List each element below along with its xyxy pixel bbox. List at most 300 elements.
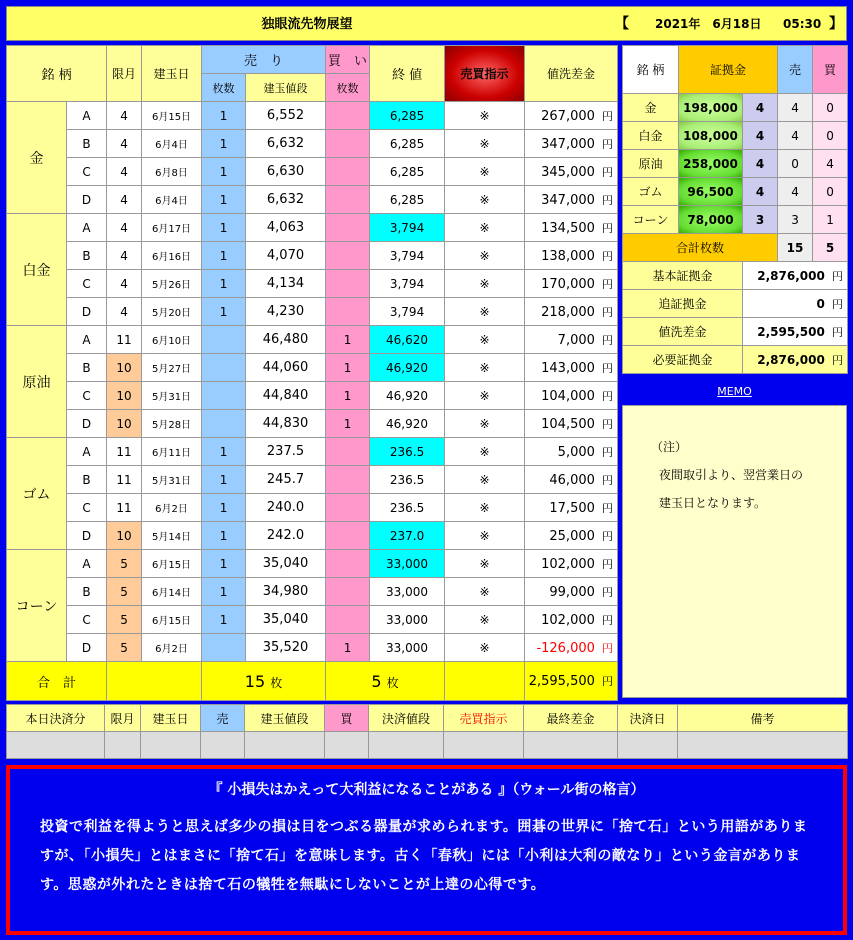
diff-value: 347,000: [541, 136, 595, 152]
diff-cell: [525, 522, 618, 550]
buy-qty: [326, 186, 370, 214]
instruction-mark: ※: [445, 410, 525, 438]
summary-value: 0: [816, 296, 825, 311]
entry-price: 242.0: [246, 522, 326, 550]
summary-value-cell: [743, 318, 848, 346]
position-row: [7, 606, 618, 634]
entry-date: 6月4日: [142, 186, 202, 214]
contract-month: 11: [107, 438, 142, 466]
buy-qty: [326, 466, 370, 494]
diff-cell: [525, 186, 618, 214]
contract-month: 4: [107, 214, 142, 242]
yen-unit: 円: [602, 501, 614, 515]
close-price: 236.5: [370, 494, 445, 522]
position-row: [7, 158, 618, 186]
position-row: [7, 102, 618, 130]
margin-brand: ゴム: [623, 178, 679, 206]
yen-unit: 円: [602, 585, 614, 599]
entry-date: 6月2日: [142, 634, 202, 662]
margin-row: [623, 150, 848, 178]
diff-value: 104,000: [541, 388, 595, 404]
settle-cell[interactable]: [678, 732, 848, 759]
sell-qty: 1: [202, 242, 246, 270]
sell-qty: 1: [202, 494, 246, 522]
buy-qty: 1: [326, 634, 370, 662]
yen-unit: 円: [602, 613, 614, 627]
diff-cell: [525, 270, 618, 298]
buy-qty: [326, 522, 370, 550]
contract-label: C: [67, 606, 107, 634]
buy-qty: 1: [326, 326, 370, 354]
settlement-table: [6, 704, 848, 759]
margin-amount: 96,500: [679, 178, 743, 206]
contract-label: D: [67, 634, 107, 662]
diff-value: 134,500: [541, 220, 595, 236]
summary-row: [623, 262, 848, 290]
memo-panel: [622, 405, 847, 698]
contract-month: 4: [107, 270, 142, 298]
settle-cell[interactable]: [325, 732, 369, 759]
summary-value: 2,595,500: [757, 324, 825, 339]
bottom-remarks: 備考: [678, 705, 848, 732]
entry-price: 237.5: [246, 438, 326, 466]
header-instruction: 売買指示: [445, 46, 525, 102]
entry-date: 6月15日: [142, 550, 202, 578]
diff-cell: [525, 242, 618, 270]
quote-body: 投資で利益を得ようと思えば多少の損は目をつぶる器量が求められます。囲碁の世界に「捨て石」という用語がありますが、「小損失」とはまさに「捨て石」を意味します。古く「春秋」には「小利は大利の敵なり」という金言があります。思惑が外れたときは捨て石の犠牲を無駄にしないことが上達の心得です。: [40, 819, 808, 893]
contract-label: B: [67, 466, 107, 494]
close-price: 6,285: [370, 102, 445, 130]
margin-sell: 4: [778, 94, 813, 122]
memo-line-1: （注）: [651, 440, 688, 454]
entry-date: 5月20日: [142, 298, 202, 326]
sell-qty: 1: [202, 270, 246, 298]
sell-qty: 1: [202, 438, 246, 466]
total-sell-cell: [202, 662, 326, 701]
contract-label: D: [67, 298, 107, 326]
entry-price: 4,230: [246, 298, 326, 326]
header-sell: 売 り: [202, 46, 326, 74]
diff-cell: [525, 102, 618, 130]
contract-month: 5: [107, 634, 142, 662]
close-price: 33,000: [370, 578, 445, 606]
position-row: [7, 354, 618, 382]
entry-price: 6,632: [246, 186, 326, 214]
yen-unit: 円: [602, 473, 614, 487]
diff-value: 25,000: [549, 528, 595, 544]
sell-qty: 1: [202, 466, 246, 494]
contract-month: 4: [107, 130, 142, 158]
diff-cell: [525, 550, 618, 578]
bottom-settle: 本日決済分: [7, 705, 105, 732]
diff-cell: [525, 298, 618, 326]
yen-unit: 円: [602, 249, 614, 263]
diff-cell: [525, 410, 618, 438]
instruction-mark: ※: [445, 158, 525, 186]
contract-month: 5: [107, 550, 142, 578]
buy-qty: [326, 158, 370, 186]
contract-label: C: [67, 382, 107, 410]
sell-qty: 1: [202, 186, 246, 214]
brand-name: コーン: [7, 550, 67, 662]
instruction-mark: ※: [445, 130, 525, 158]
contract-label: D: [67, 186, 107, 214]
close-price: 46,920: [370, 410, 445, 438]
settle-cell[interactable]: [105, 732, 141, 759]
brand-name: 白金: [7, 214, 67, 326]
margin-total-label: 合計枚数: [623, 234, 778, 262]
contract-month: 10: [107, 522, 142, 550]
position-row: [7, 438, 618, 466]
contract-label: A: [67, 438, 107, 466]
entry-price: 240.0: [246, 494, 326, 522]
yen-unit: 円: [832, 269, 844, 283]
summary-row: [623, 290, 848, 318]
entry-date: 5月31日: [142, 466, 202, 494]
diff-value: 17,500: [549, 500, 595, 516]
diff-cell: [525, 578, 618, 606]
bottom-sell: 売: [201, 705, 245, 732]
margin-qty: 4: [743, 122, 778, 150]
settle-cell[interactable]: [141, 732, 201, 759]
position-row: [7, 466, 618, 494]
header-entry-price: 建玉値段: [246, 74, 326, 102]
contract-month: 10: [107, 410, 142, 438]
bottom-entry-price: 建玉値段: [245, 705, 325, 732]
entry-date: 5月31日: [142, 382, 202, 410]
diff-cell: [525, 354, 618, 382]
summary-value: 2,876,000: [757, 352, 825, 367]
positions-table: [6, 45, 618, 701]
instruction-mark: ※: [445, 186, 525, 214]
instruction-mark: ※: [445, 466, 525, 494]
yen-unit: 円: [602, 445, 614, 459]
contract-label: A: [67, 326, 107, 354]
date-label: 2021年 6月18日: [655, 17, 762, 31]
instruction-mark: ※: [445, 382, 525, 410]
total-diff-cell: [525, 662, 618, 701]
margin-table: [622, 45, 848, 374]
buy-qty: [326, 214, 370, 242]
entry-price: 44,060: [246, 354, 326, 382]
contract-month: 4: [107, 186, 142, 214]
margin-sell: 4: [778, 178, 813, 206]
margin-row: [623, 94, 848, 122]
entry-price: 4,134: [246, 270, 326, 298]
position-row: [7, 494, 618, 522]
margin-total-buy: 5: [813, 234, 848, 262]
total-buy-unit: 枚: [386, 675, 399, 690]
contract-label: B: [67, 242, 107, 270]
entry-price: 6,552: [246, 102, 326, 130]
contract-label: C: [67, 270, 107, 298]
instruction-mark: ※: [445, 606, 525, 634]
margin-buy: 0: [813, 122, 848, 150]
contract-month: 4: [107, 242, 142, 270]
diff-value: -126,000: [536, 640, 595, 656]
entry-price: 44,840: [246, 382, 326, 410]
position-row: [7, 186, 618, 214]
buy-qty: [326, 550, 370, 578]
instruction-mark: ※: [445, 634, 525, 662]
diff-value: 218,000: [541, 304, 595, 320]
settle-cell[interactable]: [444, 732, 524, 759]
contract-month: 11: [107, 466, 142, 494]
instruction-mark: ※: [445, 438, 525, 466]
entry-date: 5月27日: [142, 354, 202, 382]
total-sell-unit: 枚: [270, 675, 283, 690]
contract-month: 5: [107, 578, 142, 606]
summary-label: 必要証拠金: [623, 346, 743, 374]
yen-unit: 円: [602, 361, 614, 375]
header-buy-qty: 枚数: [326, 74, 370, 102]
yen-unit: 円: [602, 417, 614, 431]
buy-qty: [326, 494, 370, 522]
entry-date: 6月11日: [142, 438, 202, 466]
diff-cell: [525, 158, 618, 186]
header-date: 建玉日: [142, 46, 202, 102]
margin-qty: 4: [743, 178, 778, 206]
bottom-instruction: 売買指示: [444, 705, 524, 732]
bottom-settle-price: 決済値段: [369, 705, 444, 732]
diff-value: 347,000: [541, 192, 595, 208]
close-price: 237.0: [370, 522, 445, 550]
margin-buy: 1: [813, 206, 848, 234]
title-bar: [6, 6, 847, 41]
contract-month: 4: [107, 298, 142, 326]
diff-cell: [525, 438, 618, 466]
close-price: 33,000: [370, 606, 445, 634]
bottom-final-diff: 最終差金: [524, 705, 618, 732]
yen-unit: 円: [602, 389, 614, 403]
close-price: 3,794: [370, 270, 445, 298]
memo-line-2: 夜間取引より、翌営業日の: [659, 468, 804, 482]
yen-unit: 円: [602, 557, 614, 571]
close-price: 3,794: [370, 298, 445, 326]
buy-qty: [326, 578, 370, 606]
bottom-month: 限月: [105, 705, 141, 732]
close-price: 3,794: [370, 242, 445, 270]
entry-price: 6,632: [246, 130, 326, 158]
side-header-buy: 買: [813, 46, 848, 94]
instruction-mark: ※: [445, 298, 525, 326]
margin-qty: 4: [743, 150, 778, 178]
close-price: 33,000: [370, 634, 445, 662]
settle-cell[interactable]: [618, 732, 678, 759]
diff-cell: [525, 466, 618, 494]
sell-qty: 1: [202, 550, 246, 578]
contract-month: 10: [107, 382, 142, 410]
diff-value: 46,000: [549, 472, 595, 488]
memo-line-3: 建玉日となります。: [659, 496, 767, 510]
position-row: [7, 298, 618, 326]
instruction-mark: ※: [445, 354, 525, 382]
margin-buy: 0: [813, 94, 848, 122]
buy-qty: 1: [326, 382, 370, 410]
close-price: 46,620: [370, 326, 445, 354]
quote-title: 『 小損失はかえって大利益になることがある 』（ウォール街の格言）: [208, 782, 645, 798]
position-row: [7, 522, 618, 550]
summary-row: [623, 346, 848, 374]
sell-qty: [202, 634, 246, 662]
buy-qty: [326, 242, 370, 270]
buy-qty: [326, 606, 370, 634]
summary-value: 2,876,000: [757, 268, 825, 283]
header-close: 終 値: [370, 46, 445, 102]
instruction-mark: ※: [445, 326, 525, 354]
bottom-date: 建玉日: [141, 705, 201, 732]
yen-unit: 円: [602, 641, 614, 655]
entry-price: 35,040: [246, 606, 326, 634]
yen-unit: 円: [832, 353, 844, 367]
bracket-close: 】: [829, 16, 843, 32]
diff-value: 267,000: [541, 108, 595, 124]
yen-unit: 円: [602, 109, 614, 123]
buy-qty: 1: [326, 354, 370, 382]
margin-amount: 198,000: [679, 94, 743, 122]
diff-cell: [525, 634, 618, 662]
side-header-brand: 銘 柄: [623, 46, 679, 94]
diff-cell: [525, 382, 618, 410]
sell-qty: 1: [202, 130, 246, 158]
diff-value: 5,000: [557, 444, 595, 460]
position-row: [7, 634, 618, 662]
entry-date: 6月4日: [142, 130, 202, 158]
entry-price: 35,520: [246, 634, 326, 662]
sell-qty: 1: [202, 158, 246, 186]
buy-qty: [326, 438, 370, 466]
instruction-mark: ※: [445, 102, 525, 130]
instruction-mark: ※: [445, 214, 525, 242]
buy-qty: [326, 130, 370, 158]
sell-qty: [202, 382, 246, 410]
summary-value-cell: [743, 346, 848, 374]
margin-total-sell: 15: [778, 234, 813, 262]
contract-label: D: [67, 522, 107, 550]
entry-date: 6月15日: [142, 606, 202, 634]
instruction-mark: ※: [445, 494, 525, 522]
side-header-margin: 証拠金: [679, 46, 778, 94]
position-row: [7, 130, 618, 158]
entry-date: 6月10日: [142, 326, 202, 354]
total-row: [7, 662, 618, 701]
margin-brand: 白金: [623, 122, 679, 150]
header-buy: 買 い: [326, 46, 370, 74]
margin-row: [623, 206, 848, 234]
contract-month: 4: [107, 158, 142, 186]
contract-label: A: [67, 214, 107, 242]
position-row: [7, 578, 618, 606]
margin-total-row: [623, 234, 848, 262]
summary-label: 値洗差金: [623, 318, 743, 346]
contract-label: C: [67, 494, 107, 522]
position-row: [7, 242, 618, 270]
time-label: 05:30: [783, 17, 822, 31]
quote-box: [6, 765, 847, 935]
position-row: [7, 410, 618, 438]
header-month: 限月: [107, 46, 142, 102]
entry-date: 6月15日: [142, 102, 202, 130]
contract-label: A: [67, 102, 107, 130]
entry-date: 5月26日: [142, 270, 202, 298]
side-header-sell: 売: [778, 46, 813, 94]
contract-label: B: [67, 130, 107, 158]
yen-unit: 円: [602, 529, 614, 543]
diff-value: 104,500: [541, 416, 595, 432]
sell-qty: 1: [202, 298, 246, 326]
buy-qty: 1: [326, 410, 370, 438]
diff-value: 345,000: [541, 164, 595, 180]
sell-qty: [202, 410, 246, 438]
yen-unit: 円: [832, 297, 844, 311]
sell-qty: 1: [202, 578, 246, 606]
entry-date: 6月2日: [142, 494, 202, 522]
margin-sell: 3: [778, 206, 813, 234]
close-price: 236.5: [370, 466, 445, 494]
margin-row: [623, 122, 848, 150]
diff-value: 7,000: [557, 332, 595, 348]
position-row: [7, 326, 618, 354]
contract-label: D: [67, 410, 107, 438]
contract-label: B: [67, 354, 107, 382]
bottom-buy: 買: [325, 705, 369, 732]
close-price: 46,920: [370, 354, 445, 382]
brand-name: 金: [7, 102, 67, 214]
total-buy: 5: [371, 671, 382, 691]
diff-cell: [525, 130, 618, 158]
entry-date: 6月8日: [142, 158, 202, 186]
entry-price: 4,063: [246, 214, 326, 242]
entry-price: 46,480: [246, 326, 326, 354]
diff-value: 138,000: [541, 248, 595, 264]
close-price: 6,285: [370, 158, 445, 186]
entry-price: 44,830: [246, 410, 326, 438]
entry-price: 34,980: [246, 578, 326, 606]
sell-qty: [202, 326, 246, 354]
margin-amount: 108,000: [679, 122, 743, 150]
margin-buy: 4: [813, 150, 848, 178]
diff-value: 143,000: [541, 360, 595, 376]
settle-cell[interactable]: [245, 732, 325, 759]
yen-unit: 円: [832, 325, 844, 339]
diff-value: 170,000: [541, 276, 595, 292]
settle-cell[interactable]: [524, 732, 618, 759]
position-row: [7, 382, 618, 410]
memo-title[interactable]: MEMO: [717, 385, 752, 398]
summary-value-cell: [743, 262, 848, 290]
diff-value: 99,000: [549, 584, 595, 600]
total-sell: 15: [244, 671, 266, 691]
entry-date: 5月14日: [142, 522, 202, 550]
instruction-mark: ※: [445, 270, 525, 298]
entry-date: 6月14日: [142, 578, 202, 606]
contract-label: A: [67, 550, 107, 578]
page-title: 独眼流先物展望: [261, 17, 353, 32]
diff-cell: [525, 326, 618, 354]
entry-date: 5月28日: [142, 410, 202, 438]
instruction-mark: ※: [445, 578, 525, 606]
settle-cell[interactable]: [369, 732, 444, 759]
settle-cell[interactable]: [201, 732, 245, 759]
diff-cell: [525, 606, 618, 634]
sell-qty: 1: [202, 102, 246, 130]
total-diff: 2,595,500: [528, 674, 595, 689]
yen-unit: 円: [602, 165, 614, 179]
yen-unit: 円: [602, 221, 614, 235]
instruction-mark: ※: [445, 550, 525, 578]
settle-cell[interactable]: [7, 732, 105, 759]
instruction-mark: ※: [445, 242, 525, 270]
